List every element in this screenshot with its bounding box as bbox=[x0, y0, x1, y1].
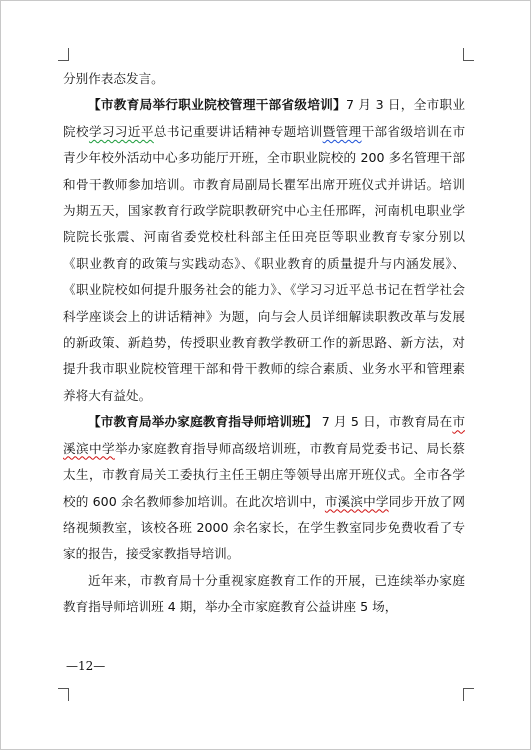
paragraph-vocational-training bbox=[63, 92, 465, 409]
paragraph-text: 7 月 3 日，全市职业院校 bbox=[63, 97, 465, 139]
paragraph-text: 分别作表态发言。 bbox=[63, 71, 164, 86]
page-number: —12— bbox=[66, 659, 106, 673]
paragraph-family-education-training bbox=[63, 409, 465, 567]
section-heading: 【市教育局举办家庭教育指导师培训班】 bbox=[88, 414, 318, 430]
crop-mark-top-right bbox=[463, 48, 474, 61]
document-body bbox=[63, 66, 465, 621]
paragraph-text: 总书记重要讲话精神专题培训 bbox=[153, 123, 323, 139]
crop-mark-bottom-left bbox=[58, 688, 69, 701]
paragraph-text: 举办家庭教育指导师高级培训班，市教育局党委书记、局长蔡太生，市教育局关工委执行主任王朝庄等领导出席开班仪式。全市各学校的 600 余名教师参加培训。在此次培训中， bbox=[63, 440, 466, 509]
crop-mark-bottom-right bbox=[463, 688, 474, 701]
paragraph-text: 干部省级培训在市青少年校外活动中心多功能厅开班，全市职业院校的 200 多名管理干部和骨干教师参加培训。市教育局副局长瞿军出席开班仪式并讲话。培训为期五天，国家教育行政学院职教研究中心主任邢晖，河南机电职业学院院长张震、河南省委党校杜科部主任田亮臣等职业教育专家分别以《职业教育的政策与实践动态》、《职业教育的质量提升与内涵发展》、《职业院校如何提升服务社会的能力》、《学习习近平总书记在哲学社会科学座谈会上的讲话精神》为题，向与会人员详细解读职教改革与发展的新政策、新趋势，传授职业教育教学教研工作的新思路、新方法，对提升我市职业院校管理干部和骨干教师的综合素质、业务水平和管理素养将大有益处。 bbox=[63, 123, 466, 403]
spelling-marked-text: 市溪滨中学 bbox=[63, 414, 465, 456]
spelling-marked-text: 市溪滨中学 bbox=[324, 493, 389, 509]
crop-mark-top-left bbox=[58, 48, 69, 61]
paragraph-continuation bbox=[63, 66, 465, 92]
section-heading: 【市教育局举行职业院校管理干部省级培训】 bbox=[88, 97, 347, 113]
grammar-marked-text: 学习习近平 bbox=[88, 123, 154, 139]
grammar-marked-text: 暨管理 bbox=[322, 123, 362, 139]
paragraph-text: 同步开放了网络视频教室，该校各班 2000 余名家长，在学生教室同步免费收看了专家的报告，接受家教指导培训。 bbox=[63, 493, 466, 562]
paragraph-recent-years bbox=[63, 568, 465, 621]
paragraph-text: 近年来，市教育局十分重视家庭教育工作的开展，已连续举办家庭教育指导师培训班 4 期，举办全市家庭教育公益讲座 5 场， bbox=[63, 572, 465, 615]
paragraph-text: 7 月 5 日，市教育局在 bbox=[317, 414, 453, 430]
